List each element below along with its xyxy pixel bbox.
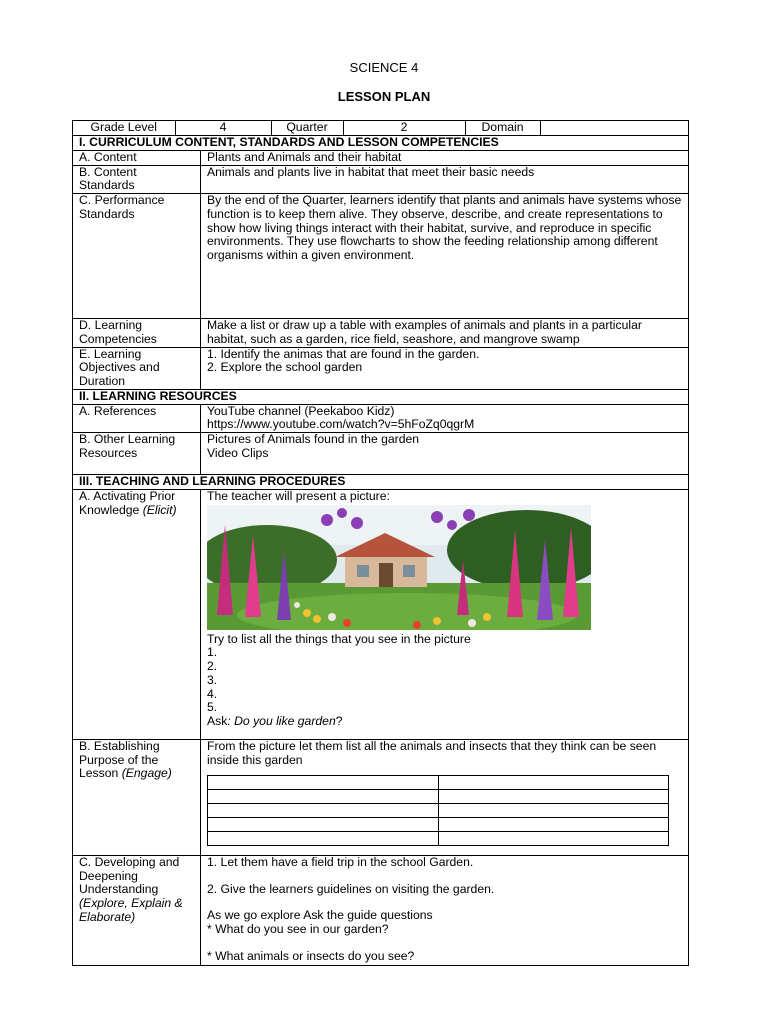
ask-prefix: Ask: [207, 713, 228, 728]
quarter-label: Quarter: [271, 121, 343, 135]
establishing-content: [201, 740, 689, 856]
list-item: 1.: [207, 645, 218, 660]
activating-task: Try to list all the things that you see in the picture: [207, 631, 471, 646]
grade-row: [73, 121, 689, 136]
ask-line: [207, 715, 682, 729]
table-row: [208, 804, 669, 818]
developing-label-italic: (Explore, Explain & Elaborate): [79, 896, 183, 924]
table-row: [208, 818, 669, 832]
domain-value: [540, 121, 688, 135]
resource-item: Video Clips: [207, 445, 269, 460]
table-row: [208, 790, 669, 804]
objective-item: 1. Identify the animas that are found in the garden.: [207, 346, 480, 361]
developing-label-cell: [73, 856, 201, 966]
reference-item: YouTube channel (Peekaboo Kidz): [207, 403, 395, 418]
activating-label-cell: [73, 490, 201, 740]
activating-label: A. Activating Prior Knowledge: [79, 489, 176, 517]
ask-question: : Do you like garden: [227, 713, 336, 728]
references-label: A. References: [73, 404, 201, 432]
grade-level-label: Grade Level: [73, 121, 175, 135]
learning-objectives-label: E. Learning Objectives and Duration: [73, 347, 201, 389]
establishing-label: B. Establishing Purpose of the Lesson: [79, 739, 160, 781]
content-label: A. Content: [73, 151, 201, 166]
reference-url: https://www.youtube.com/watch?v=5hFoZq0qgrM: [207, 417, 475, 432]
learning-competencies-label: D. Learning Competencies: [73, 319, 201, 347]
learning-competencies-value: Make a list or draw up a table with examples of animals and plants in a particular habitat, such as a garden, rice field, seashore, and mangrove swamp: [201, 319, 689, 347]
content-standards-value: Animals and plants live in habitat that meet their basic needs: [201, 165, 689, 193]
activating-content: [201, 490, 689, 740]
grade-value: 4: [175, 121, 271, 135]
document-title: LESSON PLAN: [337, 89, 431, 104]
document-subject: SCIENCE 4: [349, 60, 419, 75]
section-2-heading: II. LEARNING RESOURCES: [73, 389, 689, 404]
list-item: 4.: [207, 686, 218, 701]
developing-item: 2. Give the learners guidelines on visiting the garden.: [207, 881, 495, 896]
activating-label-italic: (Elicit): [142, 502, 177, 517]
list-item: 2.: [207, 659, 218, 674]
quarter-value: 2: [343, 121, 465, 135]
lesson-plan-table: [72, 120, 689, 966]
performance-standards-label: C. Performance Standards: [73, 194, 201, 319]
ask-suffix: ?: [335, 713, 343, 728]
establishing-text: From the picture let them list all the animals and insects that they think can be seen inside this garden: [207, 739, 657, 767]
activating-intro: The teacher will present a picture:: [207, 489, 390, 504]
section-3-heading: III. TEACHING AND LEARNING PROCEDURES: [73, 475, 689, 490]
developing-label: C. Developing and Deepening Understanding: [79, 855, 180, 897]
content-value: Plants and Animals and their habitat: [201, 151, 689, 166]
domain-label: Domain: [465, 121, 540, 135]
list-item: 5.: [207, 700, 218, 715]
learning-objectives-value: [201, 347, 689, 389]
list-item: 3.: [207, 672, 218, 687]
guide-question: * What do you see in our garden?: [207, 922, 389, 937]
performance-standards-value: By the end of the Quarter, learners identify that plants and animals have systems whose function is to keep them alive. They observe, describe, and create representations to show how living things interact with their habitat, survive, and reproduce in specific environments. They use flowcharts to show the feeding relationship among different organisms within a given environment.: [201, 194, 689, 319]
other-resources-value: [201, 433, 689, 475]
references-value: [201, 404, 689, 432]
developing-content: [201, 856, 689, 966]
table-row: [208, 776, 669, 790]
table-row: [208, 832, 669, 846]
content-standards-label: B. Content Standards: [73, 165, 201, 193]
establishing-label-cell: [73, 740, 201, 856]
objective-item: 2. Explore the school garden: [207, 360, 363, 375]
establishing-label-italic: (Engage): [121, 766, 172, 781]
resource-item: Pictures of Animals found in the garden: [207, 432, 420, 447]
developing-item: 1. Let them have a field trip in the school Garden.: [207, 855, 474, 870]
section-1-heading: I. CURRICULUM CONTENT, STANDARDS AND LESSON COMPETENCIES: [73, 136, 689, 151]
guide-question: * What animals or insects do you see?: [207, 948, 415, 963]
developing-item: As we go explore Ask the guide questions: [207, 908, 433, 923]
garden-picture: [207, 505, 591, 630]
answer-table: [207, 775, 669, 846]
other-resources-label: B. Other Learning Resources: [73, 433, 201, 475]
